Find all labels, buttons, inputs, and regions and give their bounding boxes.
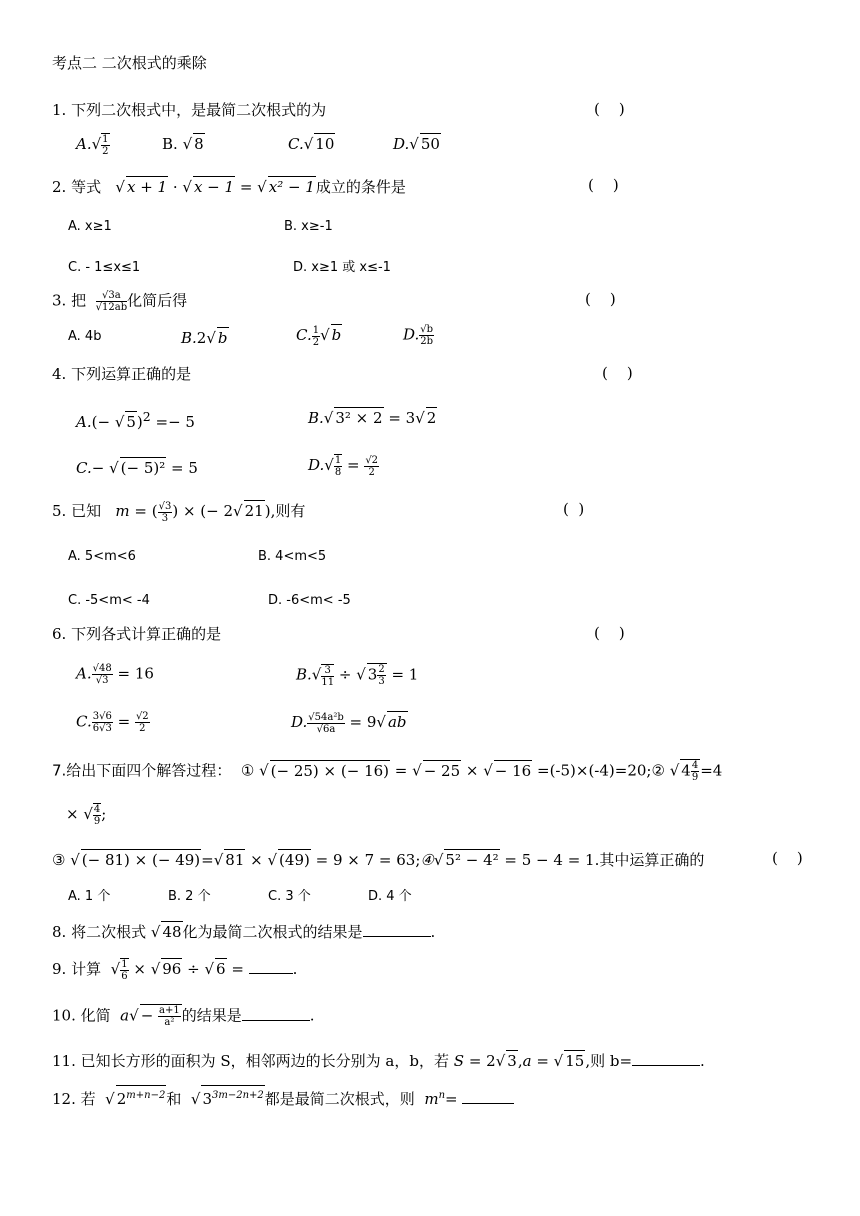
q5-answer-paren: ( ) bbox=[563, 500, 585, 518]
q6-option-d: D. $\frac{\text{√54a²b}}{√6a}$ = 9√ ab bbox=[291, 711, 407, 735]
q4-answer-paren: ( ) bbox=[602, 364, 633, 382]
q12-stem: 12. 若 √ $2^{m+n-2}$和 √ $3^{3m-2n+2}$都是最简二次根式，则 $m^n=$ bbox=[52, 1085, 514, 1109]
q8-stem: 8. 将二次根式 √ 48化为最简二次根式的结果是 . bbox=[52, 923, 436, 941]
q1-option-b: B. √ 8 bbox=[162, 135, 204, 153]
q7-answer-paren: ( ) bbox=[772, 849, 803, 867]
q2-option-a: A. x≥1 bbox=[68, 219, 112, 234]
q1-option-a: A.√ $\frac{1}{2}$ bbox=[76, 134, 109, 157]
q4-option-d: D.√ $\frac{1}{8}$ = $\frac{√2}{2}$ bbox=[308, 454, 379, 478]
section-title: 考点二 二次根式的乘除 bbox=[52, 54, 207, 72]
q7-line-2: × √ $\frac{4}{9}$ ; bbox=[66, 804, 107, 827]
q6-stem: 6. 下列各式计算正确的是 bbox=[52, 625, 222, 643]
q10-stem: 10. 化简 a√ − $\frac{a+1}{\text{a²}}$ 的结果是 . bbox=[52, 1005, 315, 1028]
q2-option-b: B. x≥-1 bbox=[284, 219, 333, 234]
q9-stem: 9. 计算 √ $\frac{1}{6}$ × √ 96 ÷ √ 6 = . bbox=[52, 959, 298, 982]
q6-option-a: A. $\frac{√48}{√3}$ = 16 bbox=[76, 663, 154, 686]
q6-option-b: B.√ $\frac{3}{11}$ ÷ √ 3 $\frac{2}{3}$ = 1 bbox=[296, 664, 419, 688]
q4-option-c: C.− √ (− 5)² = 5 bbox=[76, 459, 198, 477]
q3-option-c: C. $\frac{1}{2}$ √ b bbox=[296, 324, 342, 348]
q1-stem: 1. 下列二次根式中，是最简二次根式的为 bbox=[52, 101, 327, 119]
q8-answer-blank[interactable] bbox=[363, 922, 431, 937]
q3-option-b: B.2√ b bbox=[181, 329, 228, 347]
q2-option-c: C. - 1≤x≤1 bbox=[68, 260, 141, 275]
q4-option-a: A.(− √ 5)$^2$ =− 5 bbox=[76, 409, 195, 431]
q11-answer-blank[interactable] bbox=[632, 1051, 700, 1066]
q1-answer-paren: ( ) bbox=[594, 100, 625, 118]
q7-line-1: 7.给出下面四个解答过程： ① √ (− 25) × (− 16) = √ − 25 × √ − 16 =(-5)×(-4)=20;② √ 4 $\frac{4}{9}$ =4 bbox=[52, 760, 723, 783]
q1-option-c: C.√ 10 bbox=[288, 135, 335, 153]
q10-answer-blank[interactable] bbox=[242, 1006, 310, 1021]
q2-answer-paren: ( ) bbox=[588, 176, 619, 194]
q7-line-3: ③ √ (− 81) × (− 49)=√ 81 × √ (49) = 9 × 7 = 63;④√ 5² − 4² = 5 − 4 = 1.其中运算正确的 bbox=[52, 851, 705, 869]
q12-answer-blank[interactable] bbox=[462, 1089, 514, 1104]
q5-option-c: C. -5<m< -4 bbox=[68, 593, 150, 608]
q4-option-b: B.√ 3² × 2 = 3√ 2 bbox=[308, 409, 437, 427]
q3-option-d: D. $\frac{√b}{2b}$ bbox=[403, 324, 434, 347]
q3-answer-paren: ( ) bbox=[585, 290, 616, 308]
q7-option-b: B. 2 个 bbox=[168, 889, 211, 904]
q1-option-d: D.√ 50 bbox=[393, 135, 440, 153]
q4-stem: 4. 下列运算正确的是 bbox=[52, 365, 192, 383]
q2-option-d: D. x≥1 或 x≤-1 bbox=[293, 260, 391, 275]
q5-option-d: D. -6<m< -5 bbox=[268, 593, 351, 608]
q11-stem: 11. 已知长方形的面积为 S，相邻两边的长分别为 a，b，若 S = 2√ 3,a = √ 15,则 b= . bbox=[52, 1052, 705, 1070]
q5-stem: 5. 已知 m = ( $\frac{√3}{3}$ ) × (− 2√ 21),则有 bbox=[52, 500, 306, 524]
q5-option-a: A. 5<m<6 bbox=[68, 549, 136, 564]
q7-option-a: A. 1 个 bbox=[68, 889, 111, 904]
q3-option-a: A. 4b bbox=[68, 329, 102, 344]
q3-stem: 3. 把 $\frac{√3a}{√12ab}$ 化简后得 bbox=[52, 290, 188, 313]
q9-answer-blank[interactable] bbox=[249, 959, 293, 974]
q6-option-c: C. $\frac{3√6}{6√3}$ = $\frac{√2}{2}$ bbox=[76, 711, 149, 734]
q7-option-d: D. 4 个 bbox=[368, 889, 412, 904]
q7-option-c: C. 3 个 bbox=[268, 889, 311, 904]
q6-answer-paren: ( ) bbox=[594, 624, 625, 642]
q2-stem: 2. 等式 √ x + 1 · √ x − 1 = √ x² − 1成立的条件是 bbox=[52, 178, 406, 196]
q5-option-b: B. 4<m<5 bbox=[258, 549, 327, 564]
